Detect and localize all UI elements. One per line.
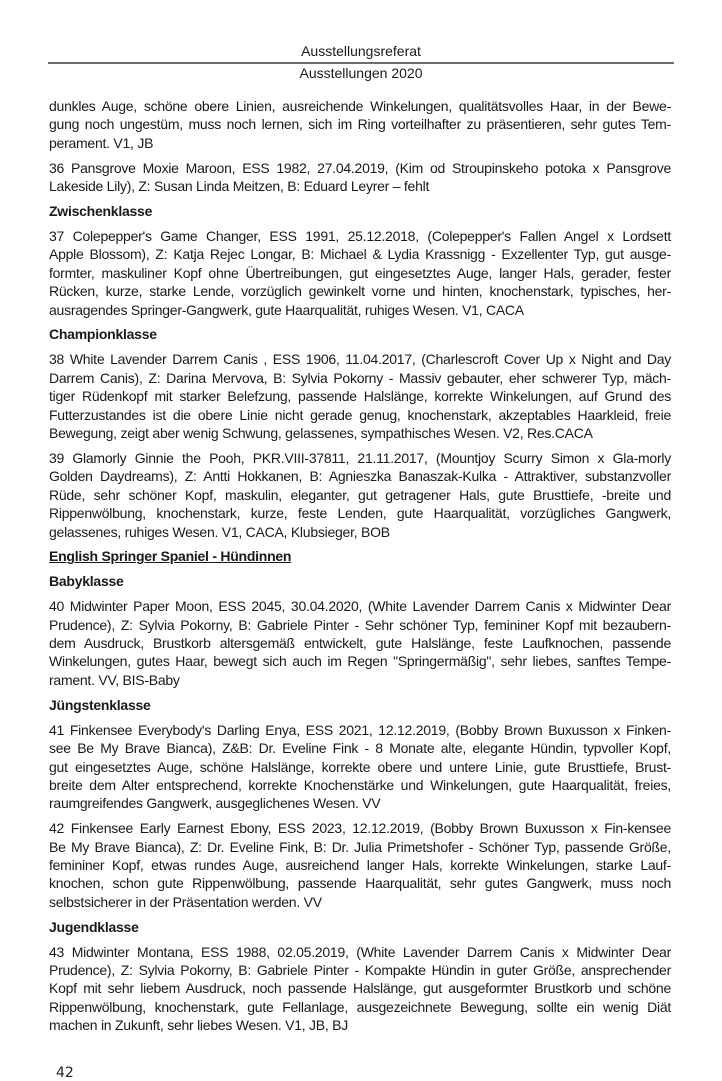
text-line: 38 White Lavender Darrem Canis , ESS 1906, 11.04.2017, (Charlescroft Cover Up x Night and Day [49, 351, 671, 368]
text-line: 39 Glamorly Ginnie the Pooh, PKR.VIII-37811, 21.11.2017, (Mountjoy Scurry Simon x Gla-morly [49, 449, 671, 466]
text-line: Winkelungen, gutes Haar, bewegt sich auch im Regen "Springermäßig", sehr liebes, sanftes Tempe- [49, 653, 671, 670]
entry-paragraph [49, 819, 671, 911]
text-line: Lakeside Lily), Z: Susan Linda Meitzen, B: Eduard Leyrer – fehlt [49, 178, 430, 195]
heading-text: Jugendklasse [49, 918, 139, 935]
class-heading [49, 918, 671, 936]
text-line: gelassenes, ruhiges Wesen. V1, CACA, Klubsieger, BOB [49, 523, 390, 540]
heading-text: Jüngstenklasse [49, 696, 151, 713]
text-line: selbstsicherer in der Präsentation werden. VV [49, 893, 322, 910]
breed-heading [49, 547, 671, 565]
text-line: Golden Daydreams), Z: Antti Hokkanen, B: Agnieszka Banaszak-Kulka - Attraktiver, substanzvoller [49, 468, 671, 485]
text-line: 43 Midwinter Montana, ESS 1988, 02.05.2019, (White Lavender Darrem Canis x Midwinter Dear [49, 943, 671, 960]
text-line: Prudence), Z: Sylvia Pokorny, B: Gabriele Pinter - Kompakte Hündin in guter Größe, ansprechender [49, 962, 671, 979]
class-heading [49, 325, 671, 343]
text-line: dem Ausdruck, Brustkorb altersgemäß entwickelt, gute Halslänge, feste Laufknochen, passende [49, 635, 671, 652]
text-line: Kopf mit sehr liebem Ausdruck, noch passende Halslänge, gut ausgeformter Brustkorb und schöne [49, 980, 671, 997]
text-line: rament. VV, BIS-Baby [49, 671, 180, 688]
text-line: 42 Finkensee Early Earnest Ebony, ESS 2023, 12.12.2019, (Bobby Brown Buxusson x Fin-kensee [49, 820, 671, 837]
document-body [49, 97, 671, 1041]
text-line: perament. V1, JB [49, 134, 154, 151]
text-line: Be My Brave Bianca), Z: Dr. Eveline Fink, B: Dr. Julia Primetshofer - Schöner Typ, passende Größe, [49, 838, 671, 855]
text-line: 40 Midwinter Paper Moon, ESS 2045, 30.04.2020, (White Lavender Darrem Canis x Midwinter Dear [49, 598, 671, 615]
entry-paragraph [49, 350, 671, 442]
text-line: Rippenwölbung, knochenstark, gute Fellanlage, ausgezeichnete Bewegung, sollte ein wenig Diät [49, 998, 671, 1015]
text-line: Futterzustandes ist die obere Linie nicht gerade genug, knochenstark, akzeptables Haarkleid, freie [49, 406, 671, 423]
entry-paragraph [49, 721, 671, 813]
entry-paragraph [49, 227, 671, 319]
text-line: femininer Kopf, etwas rundes Auge, ausreichend langer Hals, korrekte Winkelungen, starke Lauf- [49, 857, 671, 874]
text-line: ausragendes Springer-Gangwerk, gute Haarqualität, ruhiges Wesen. V1, CACA [49, 301, 524, 318]
heading-text: English Springer Spaniel - Hündinnen [49, 548, 292, 565]
text-line: 41 Finkensee Everybody's Darling Enya, ESS 2021, 12.12.2019, (Bobby Brown Buxusson x Finken- [49, 721, 671, 738]
class-heading [49, 202, 671, 220]
header-subtitle: Ausstellungen 2020 [299, 65, 423, 81]
entry-paragraph [49, 597, 671, 689]
text-line: tiger Rüdenkopf mit starker Belefzung, passende Halslänge, korrekte Winkelungen, auf Grund des [49, 388, 671, 405]
page-header [48, 43, 674, 83]
heading-text: Zwischenklasse [49, 203, 153, 220]
text-line: 36 Pansgrove Moxie Maroon, ESS 1982, 27.04.2019, (Kim od Stroupinskeho potoka x Pansgrove [49, 159, 671, 176]
text-line: Rippenwölbung, knochenstark, kurze, feste Lenden, gute Haarqualität, vorzügliches Gangwerk, [49, 505, 671, 522]
class-heading [49, 696, 671, 714]
class-heading [49, 572, 671, 590]
entry-paragraph [49, 449, 671, 541]
text-line: 37 Colepepper's Game Changer, ESS 1991, 25.12.2018, (Colepepper's Fallen Angel x Lordsett [49, 227, 671, 244]
text-line: raumgreifendes Gangwerk, ausgeglichenes Wesen. VV [49, 795, 381, 812]
text-line: knochen, schon gute Rippenwölbung, passende Haarqualität, sehr gutes Gangwerk, muss noch [49, 875, 671, 892]
text-line: Apple Blossom), Z: Katja Rejec Longar, B: Michael & Lydia Krassnigg - Exzellenter Typ, gut ausge- [49, 246, 671, 263]
text-line: gut eingesetztes Auge, schöne Halslänge, korrekte obere und untere Linie, gute Brusttiefe, Brust- [49, 758, 671, 775]
text-line: Prudence), Z: Sylvia Pokorny, B: Gabriele Pinter - Sehr schöner Typ, femininer Kopf mit bezaubern- [49, 616, 671, 633]
text-line: breite dem Alter entsprechend, korrekte Knochenstärke und Winkelungen, gute Haarqualität, freies, [49, 776, 671, 793]
heading-text: Championklasse [49, 326, 157, 343]
page-number: 42 [56, 1065, 74, 1081]
entry-paragraph [49, 97, 671, 152]
text-line: Bewegung, zeigt aber wenig Schwung, gelassenes, sympathisches Wesen. V2, Res.CACA [49, 425, 593, 441]
text-line: see Be My Brave Bianca), Z&B: Dr. Eveline Fink - 8 Monate alte, elegante Hündin, typvoller Kopf, [49, 740, 671, 757]
text-line: gung noch ungestüm, muss noch lernen, sich im Ring vorteilhafter zu präsentieren, sehr gutes Tem- [49, 116, 671, 133]
text-line: Darrem Canis), Z: Darina Mervova, B: Sylvia Pokorny - Massiv gebauter, eher schwerer Typ, mäch- [49, 369, 671, 386]
entry-paragraph [49, 943, 671, 1035]
header-title: Ausstellungsreferat [301, 43, 421, 59]
text-line: machen in Zukunft, sehr liebes Wesen. V1, JB, BJ [49, 1017, 349, 1034]
text-line: Rüde, sehr schöner Kopf, maskulin, eleganter, gut getragener Hals, gute Brusttiefe, -breite und [49, 486, 671, 503]
heading-text: Babyklasse [49, 573, 124, 590]
text-line: dunkles Auge, schöne obere Linien, ausreichende Winkelungen, qualitätsvolles Haar, in der Bewe- [49, 98, 671, 114]
text-line: formter, maskuliner Kopf ohne Übertreibungen, gut eingesetztes Auge, langer Hals, gerader, fester [49, 264, 671, 281]
text-line: Rücken, kurze, starke Lende, vorzüglich gewinkelt vorne und hinten, knochenstark, typisches, her- [49, 283, 671, 300]
entry-paragraph [49, 159, 671, 196]
